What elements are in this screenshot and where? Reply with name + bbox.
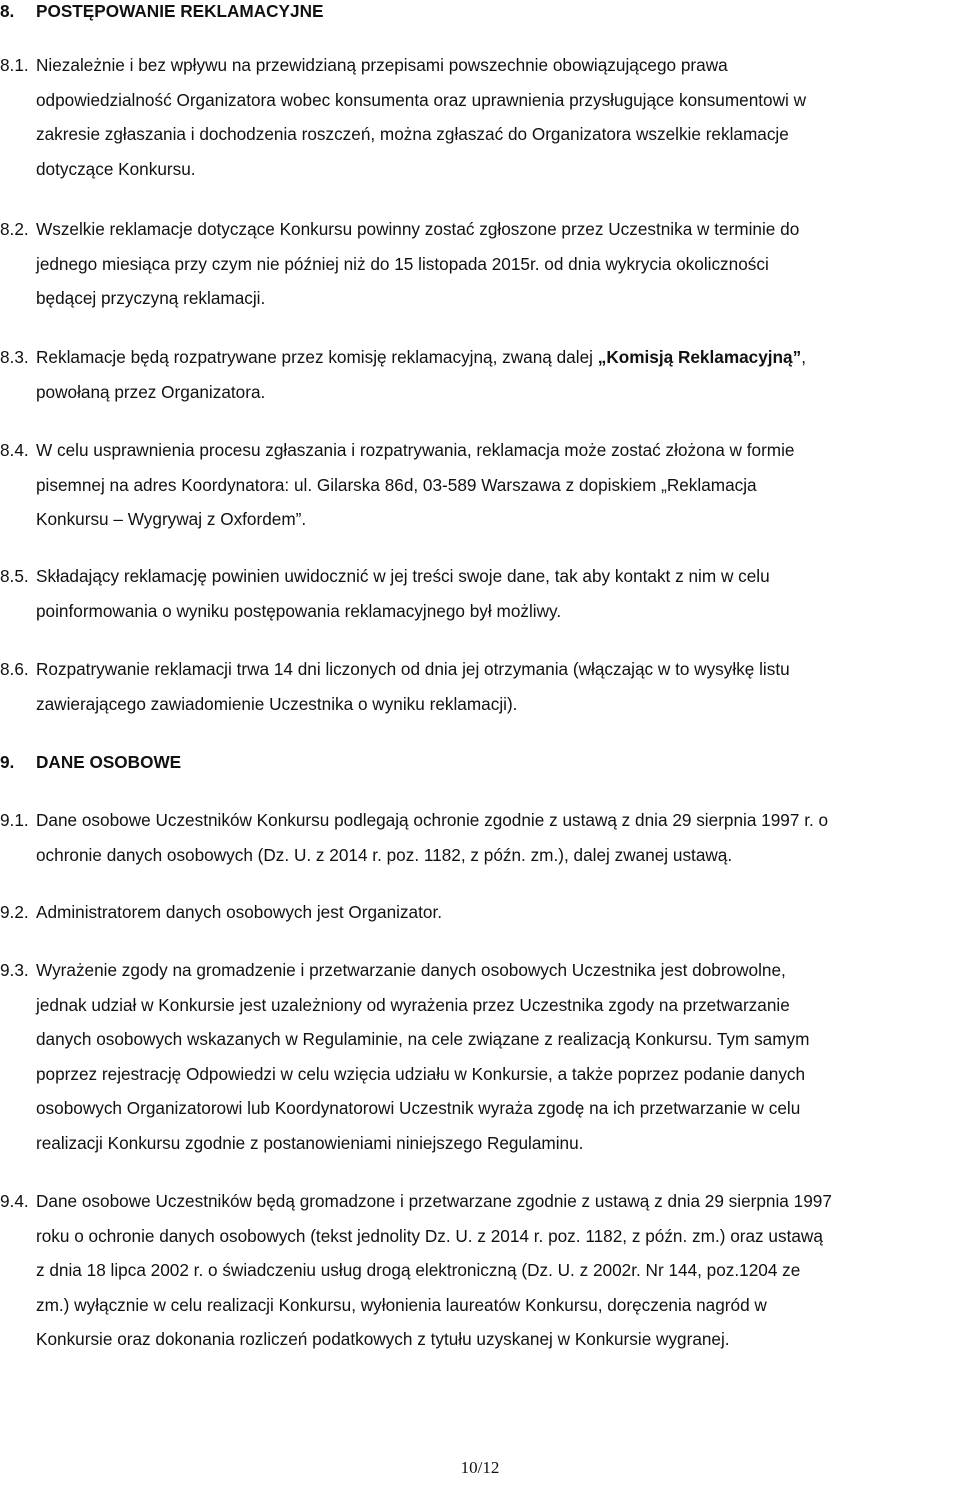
clause-line: roku o ochronie danych osobowych (tekst jednolity Dz. U. z 2014 r. poz. 1182, z późn. zm.) oraz ustawą [36,1225,823,1246]
clause-number: 8.2. [0,219,29,239]
clause-text [36,340,958,409]
clause-line: Dane osobowe Uczestników Konkursu podlegają ochronie zgodnie z ustawą z dnia 29 sierpnia 1997 r. o [36,810,829,830]
clause-line: Konkursie oraz dokonania rozliczeń podatkowych z tytułu uzyskanej w Konkursie wygranej. [36,1329,730,1349]
clause-line: ochronie danych osobowych (Dz. U. z 2014 r. poz. 1182, z późn. zm.), dalej zwanej ustawą. [36,844,733,865]
section-8-number: 8. [0,1,15,21]
clause-line: Konkursu – Wygrywaj z Oxfordem”. [36,509,307,529]
clause-line: poprzez rejestrację Odpowiedzi w celu wzięcia udziału w Konkursie, a także poprzez podanie danych [36,1063,806,1084]
clause-9-2 [0,895,958,930]
clause-line: zawierającego zawiadomienie Uczestnika o wyniku reklamacji). [36,693,518,714]
clause-text-segment: Reklamacje będą rozpatrywane przez komisję reklamacyjną, zwaną dalej [36,347,598,367]
clause-number: 8.6. [0,659,29,679]
clause-line [36,340,958,375]
clause-number: 9.2. [0,902,29,922]
clause-text-segment: , [801,347,806,367]
committee-name: „Komisją Reklamacyjną” [597,347,802,367]
section-9-number: 9. [0,752,15,772]
clause-line: pisemnej na adres Koordynatora: ul. Gilarska 86d, 03-589 Warszawa z dopiskiem „Reklamacja [36,474,757,495]
clause-line: odpowiedzialność Organizatora wobec konsumenta oraz uprawnienia przysługujące konsumentowi w [36,89,807,110]
clause-line: Dane osobowe Uczestników będą gromadzone i przetwarzane zgodnie z ustawą z dnia 29 sierpnia 1997 [36,1191,832,1211]
clause-text [36,433,958,537]
clause-line: z dnia 18 lipca 2002 r. o świadczeniu usług drogą elektroniczną (Dz. U. z 2002r. Nr 144, poz.1204 ze [36,1260,801,1280]
clause-8-4 [0,433,958,537]
clause-number: 8.5. [0,566,29,586]
clause-8-5 [0,559,958,628]
section-9-title: DANE OSOBOWE [36,752,182,772]
clause-text [36,895,958,930]
clause-line: będącej przyczyną reklamacji. [36,288,266,308]
clause-line: Składający reklamację powinien uwidocznić w jej treści swoje dane, tak aby kontakt z nim w celu [36,566,770,586]
clause-8-2 [0,212,958,316]
clause-number: 9.4. [0,1191,29,1211]
clause-text [36,803,958,872]
section-8-heading [0,0,323,22]
clause-number: 8.1. [0,55,29,75]
clause-line: jednego miesiąca przy czym nie później niż do 15 listopada 2015r. od dnia wykrycia okoliczności [36,253,769,274]
clause-line: osobowych Organizatorowi lub Koordynatorowi Uczestnik wyraża zgodę na ich przetwarzanie w celu [36,1098,801,1118]
clause-8-3 [0,340,958,409]
clause-text [36,559,958,628]
page-number: 10/12 [460,1458,500,1477]
clause-line: W celu usprawnienia procesu zgłaszania i rozpatrywania, reklamacja może zostać złożona w formie [36,440,795,460]
clause-text [36,48,958,186]
clause-line: Rozpatrywanie reklamacji trwa 14 dni liczonych od dnia jej otrzymania (włączając w to wysyłkę listu [36,659,790,679]
clause-line: zakresie zgłaszania i dochodzenia roszczeń, można zgłaszać do Organizatora wszelkie reklamacje [36,124,789,144]
clause-line: Niezależnie i bez wpływu na przewidzianą przepisami powszechnie obowiązującego prawa [36,55,728,75]
clause-text [36,212,958,316]
clause-line: jednak udział w Konkursie jest uzależniony od wyrażenia przez Uczestnika zgody na przetwarzanie [36,994,790,1015]
clause-line: dotyczące Konkursu. [36,158,196,179]
clause-line: Administratorem danych osobowych jest Organizator. [36,902,443,922]
clause-text [36,953,958,1160]
clause-line: Wszelkie reklamacje dotyczące Konkursu powinny zostać zgłoszone przez Uczestnika w terminie do [36,219,800,239]
clause-9-4 [0,1184,958,1357]
clause-line: danych osobowych wskazanych w Regulaminie, na cele związane z realizacją Konkursu. Tym samym [36,1029,810,1049]
clause-line: poinformowania o wyniku postępowania reklamacyjnego był możliwy. [36,600,562,621]
section-9-heading [0,751,181,773]
clause-line: Wyrażenie zgody na gromadzenie i przetwarzanie danych osobowych Uczestnika jest dobrowolne, [36,960,786,980]
clause-8-6 [0,652,958,721]
clause-number: 8.3. [0,347,29,367]
clause-line: powołaną przez Organizatora. [36,381,266,402]
clause-9-1 [0,803,958,872]
clause-line: realizacji Konkursu zgodnie z postanowieniami niniejszego Regulaminu. [36,1132,584,1153]
clause-number: 8.4. [0,440,29,460]
clause-9-3 [0,953,958,1160]
clause-number: 9.3. [0,960,29,980]
clause-text [36,652,958,721]
clause-8-1 [0,48,958,186]
clause-line: zm.) wyłącznie w celu realizacji Konkursu, wyłonienia laureatów Konkursu, doręczenia nagród w [36,1294,767,1315]
clause-number: 9.1. [0,810,29,830]
clause-text [36,1184,958,1357]
section-8-title: POSTĘPOWANIE REKLAMACYJNE [36,1,324,21]
